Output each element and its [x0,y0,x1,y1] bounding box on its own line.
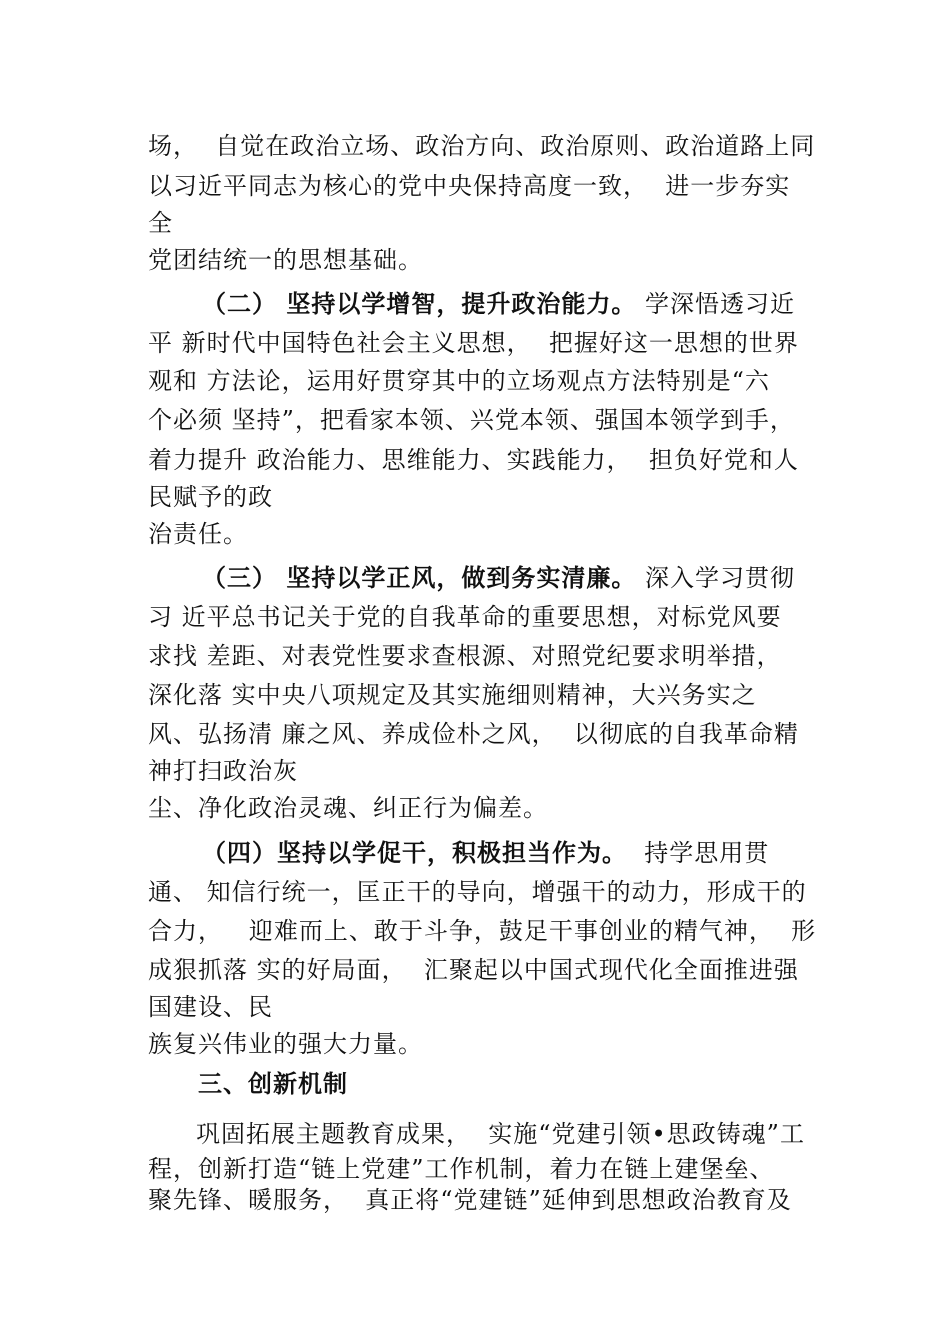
text-line: 场， 自觉在政治立场、政治方向、政治原则、政治道路上同 [148,132,816,160]
text-line: 习 近平总书记关于党的自我革命的重要思想，对标党风要 [148,603,782,631]
text-line: 深入学习贯彻 [636,564,795,592]
text-line: 巩固拓展主题教育成果， 实施“党建引领•思政铸魂”工 [196,1120,805,1148]
text-line: 通、 知信行统一，匡正干的导向，增强干的动力，形成干的 [148,878,807,906]
text-line: 族复兴伟业的强大力量。 [148,1030,423,1058]
text-line: 深化落 实中央八项规定及其实施细则精神，大兴务实之 [148,681,757,709]
text-line: 以习近平同志为核心的党中央保持高度一致， 进一步夯实 [148,172,791,200]
section-paragraph-2 [202,289,882,319]
text-line: 平 新时代中国特色社会主义思想， 把握好这一思想的世界 [148,329,799,357]
text-line: 治责任。 [148,520,248,548]
section-heading: （四）坚持以学促干，积极担当作为。 [202,838,627,867]
text-line: 合力， 迎难而上、敢于斗争，鼓足干事创业的精气神， 形 [148,917,817,945]
text-line: 成狠抓落 实的好局面， 汇聚起以中国式现代化全面推进强 [148,956,799,984]
text-line: 聚先锋、暖服务， 真正将“党建链”延伸到思想政治教育及 [148,1186,792,1214]
text-line: 全 [148,209,173,237]
text-line: 个必须 坚持”，把看家本领、兴党本领、强国本领学到手， [148,406,795,434]
text-line: 民赋予的政 [148,483,273,511]
text-line: 程，创新打造“链上党建”工作机制，着力在链上建堡垒、 [148,1155,775,1183]
text-line: 神打扫政治灰 [148,757,298,785]
text-line: 持学思用贯 [627,839,770,867]
text-line: 风、弘扬清 廉之风、养成俭朴之风， 以彻底的自我革命精 [148,720,799,748]
section-heading: （二） 坚持以学增智，提升政治能力。 [202,289,637,318]
text-line: 党团结统一的思想基础。 [148,246,423,274]
text-line: 着力提升 政治能力、思维能力、实践能力， 担负好党和人 [148,446,799,474]
text-line: 求找 差距、对表党性要求查根源、对照党纪要求明举措， [148,642,782,670]
section-heading: （三） 坚持以学正风，做到务实清廉。 [202,563,637,592]
text-line: 国建设、民 [148,993,273,1021]
section-paragraph-4 [202,838,882,868]
section-paragraph-3 [202,563,882,593]
section-heading-innovation: 三、创新机制 [198,1069,348,1098]
text-line: 尘、净化政治灵魂、纠正行为偏差。 [148,794,548,822]
text-line: 学深悟透习近 [636,290,795,318]
text-line: 观和 方法论，运用好贯穿其中的立场观点方法特别是“六 [148,367,770,395]
